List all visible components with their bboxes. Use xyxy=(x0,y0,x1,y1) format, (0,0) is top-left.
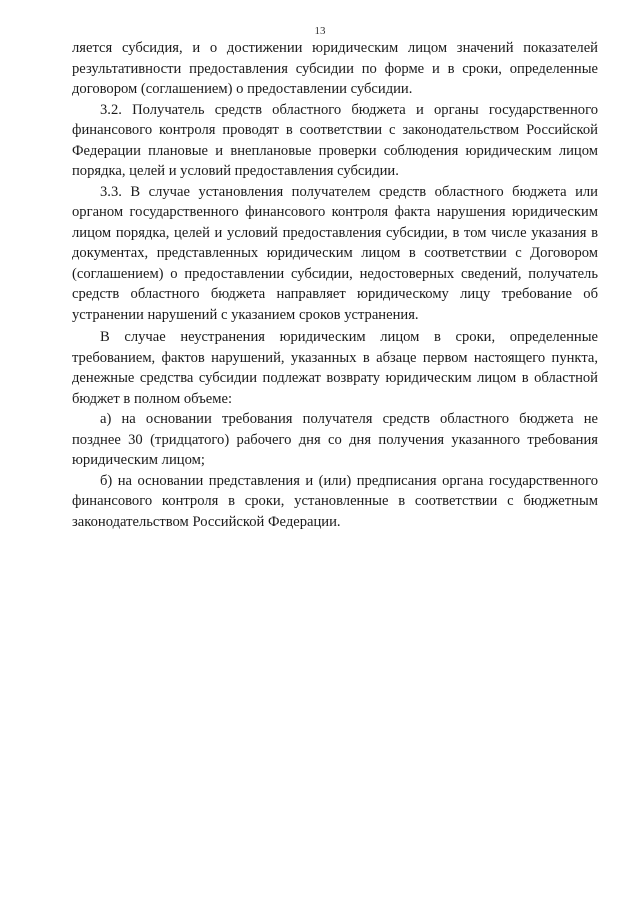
paragraph-3-2: 3.2. Получатель средств областного бюджета и органы государственного финансового контроля проводят в соответствии с законодательством Российской Федерации плановые и внеплановые проверки соблюдения юридическим лицом порядка, целей и условий предоставления субсидии. xyxy=(72,101,598,179)
paragraph-continuation: ляется субсидия, и о достижении юридическим лицом значений показателей результативности предоставления субсидии по форме и в сроки, определенные договором (соглашением) о предоставлении субсидии. xyxy=(72,40,598,97)
paragraph-non-elimination: В случае неустранения юридическим лицом в сроки, определенные требованием, фактов нарушений, указанных в абзаце первом настоящего пункта, денежные средства субсидии подлежат возврату юридическим лицом в областной бюджет в полном объеме: xyxy=(72,329,598,407)
paragraph-item-a: а) на основании требования получателя средств областного бюджета не позднее 30 (тридцатого) рабочего дня со дня получения указанного требования юридическим лицом; xyxy=(72,411,598,468)
paragraph-3-3: 3.3. В случае установления получателем средств областного бюджета или органом государственного финансового контроля факта нарушения юридическим лицом порядка, целей и условий предоставления субсидии, в том числе указания в документах, представленных юридическим лицом в соответствии с Договором (соглашением) о предоставлении субсидии, недостоверных сведений, получатель средств областного бюджета направляет юридическому лицу требование об устранении нарушений с указанием сроков устранения. xyxy=(72,183,598,323)
page-number: 13 xyxy=(314,25,326,37)
document-body xyxy=(72,38,598,532)
paragraph-item-b: б) на основании представления и (или) предписания органа государственного финансового контроля в сроки, установленные в соответствии с бюджетным законодательством Российской Федерации. xyxy=(72,472,598,530)
